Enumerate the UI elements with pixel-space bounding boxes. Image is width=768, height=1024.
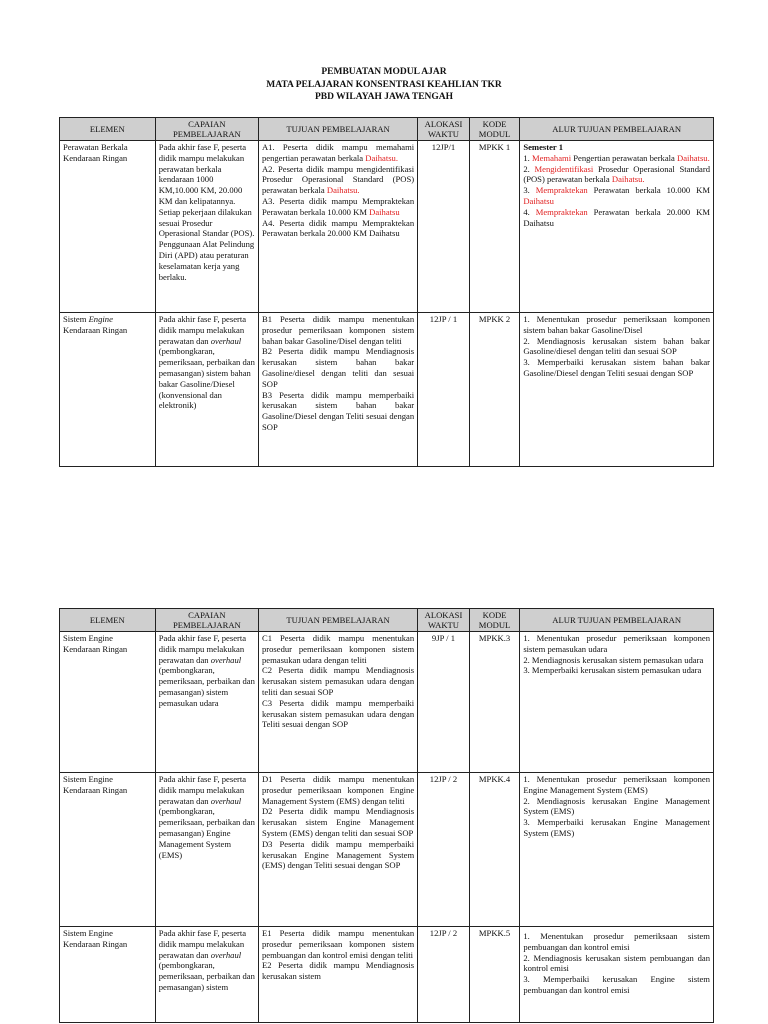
title-line-1: PEMBUATAN MODUL AJAR (321, 67, 447, 77)
cell-elemen: Perawatan Berkala Kendaraan Ringan (60, 141, 156, 313)
cell-alur (520, 773, 714, 927)
at-3: 3. Memperbaiki kerusakan sistem pemasukan udara (523, 665, 702, 676)
title-line-2: MATA PELAJARAN KONSENTRASI KEAHLIAN TKR (266, 79, 502, 90)
cell-tujuan (258, 773, 417, 927)
header-tujuan: TUJUAN PEMBELAJARAN (258, 609, 417, 632)
at-2: 2. Mengidentifikasi Prosedur Operasional Standard (POS) perawatan berkala Daihatsu. (523, 163, 710, 185)
cell-elemen: Sistem Engine Kendaraan Ringan (60, 632, 156, 773)
header-alur: ALUR TUJUAN PEMBELAJARAN (520, 118, 714, 141)
at-2: 2. Mendiagnosis kerusakan sistem pembuangan dan kontrol emisi (523, 952, 710, 974)
tp-b2: B2 Peserta didik mampu Mendiagnosis kerusakan sistem bahan bakar Gasoline/diesel dengan teliti dan sesuai SOP (261, 346, 415, 389)
at-2: 2. Mendiagnosis kerusakan Engine Management System (EMS) (523, 795, 710, 817)
cell-capaian: Pada akhir fase F, peserta didik mampu melakukan perawatan dan overhaul (pembongkaran, pemeriksaan, perbaikan dan pemasangan) sistem bahan bakar Gasoline/Diesel (konvensional dan elektronik) (155, 313, 258, 467)
title-line-3: PBD WILAYAH JAWA TENGAH (314, 92, 454, 102)
header-kode: KODE MODUL (469, 609, 520, 632)
header-capaian: CAPAIAN PEMBELAJARAN (155, 118, 258, 141)
cell-kode: MPKK.5 (469, 927, 520, 1023)
table-row (60, 773, 714, 927)
header-kode: KODE MODUL (469, 118, 520, 141)
cell-tujuan (258, 632, 417, 773)
tp-e1: E1 Peserta didik mampu menentukan prosedur pemeriksaan komponen sistem pembuangan dan kontrol emisi dengan teliti (261, 928, 415, 960)
cell-alokasi: 9JP / 1 (418, 632, 470, 773)
cell-tujuan (258, 141, 417, 313)
cell-capaian: Pada akhir fase F, peserta didik mampu melakukan perawatan dan overhaul (pembongkaran, pemeriksaan, perbaikan dan pemasangan) sistem pemasukan udara (155, 632, 258, 773)
at-1: 1. Menentukan prosedur pemeriksaan komponen sistem pemasukan udara (523, 633, 710, 654)
tp-b1: B1 Peserta didik mampu menentukan prosedur pemeriksaan komponen sistem bahan bakar Gasoline/Disel dengan teliti (261, 314, 415, 346)
at-1: 1. Menentukan prosedur pemeriksaan komponen sistem bahan bakar Gasoline/Disel (523, 314, 710, 335)
at-2: 2. Mendiagnosis kerusakan sistem bahan bakar Gasoline/diesel dengan teliti dan sesuai SOP (523, 335, 710, 357)
document-title (0, 66, 768, 104)
tp-e2: E2 Peserta didik mampu Mendiagnosis kerusakan sistem (261, 960, 415, 982)
header-elemen: ELEMEN (60, 609, 156, 632)
at-3: 3. Memperbaiki kerusakan Engine Management System (EMS) (523, 817, 710, 838)
cell-tujuan (258, 313, 417, 467)
at-3: 3. Memperbaiki kerusakan sistem bahan bakar Gasoline/Diesel dengan Teliti sesuai dengan SOP (523, 357, 710, 378)
cell-alokasi: 12JP / 1 (418, 313, 470, 467)
header-alur: ALUR TUJUAN PEMBELAJARAN (520, 609, 714, 632)
cell-alur (520, 632, 714, 773)
header-capaian: CAPAIAN PEMBELAJARAN (155, 609, 258, 632)
cell-capaian: Pada akhir fase F, peserta didik mampu melakukan perawatan berkala kendaraan 1000 KM,10.000 KM, 20.000 KM dan kelipatannya. Setiap pekerjaan dilakukan sesuai Prosedur Operasional Standar (POS). Penggunaan Alat Pelindung Diri (APD) atau peraturan keselamatan kerja yang berlaku. (155, 141, 258, 313)
header-elemen: ELEMEN (60, 118, 156, 141)
tp-d3: D3 Peserta didik mampu memperbaiki kerusakan Engine Management System (EMS) dengan Teliti sesuai dengan SOP (261, 838, 415, 871)
cell-alur (520, 927, 714, 1023)
cell-kode: MPKK 1 (469, 141, 520, 313)
tp-d2: D2 Peserta didik mampu Mendiagnosis kerusakan sistem Engine Management System (EMS) dengan teliti dan sesuai SOP (261, 806, 415, 838)
table-header-row (60, 118, 714, 141)
cell-alokasi: 12JP / 2 (418, 773, 470, 927)
table-row (60, 632, 714, 773)
cell-alur (520, 141, 714, 313)
table-row (60, 141, 714, 313)
tp-a4: A4. Peserta didik mampu Mempraktekan Perawatan berkala 20.000 KM Daihatsu (261, 217, 415, 239)
tp-d1: D1 Peserta didik mampu menentukan prosedur pemeriksaan komponen Engine Management System (EMS) dengan teliti (261, 774, 415, 806)
cell-kode: MPKK 2 (469, 313, 520, 467)
at-3: 3. Mempraktekan Perawatan berkala 10.000 KM Daihatsu (523, 185, 710, 206)
cell-kode: MPKK.3 (469, 632, 520, 773)
tp-a2: A2. Peserta didik mampu mengidentifikasi Prosedur Operasional Standard (POS) perawatan berkala Daihatsu. (261, 163, 415, 196)
tp-c1: C1 Peserta didik mampu menentukan prosedur pemeriksaan komponen sistem pemasukan udara dengan teliti (261, 633, 415, 665)
table-row (60, 927, 714, 1023)
at-1: 1. Menentukan prosedur pemeriksaan sistem pembuangan dan kontrol emisi (523, 931, 710, 952)
at-3: 3. Memperbaiki kerusakan Engine sistem pembuangan dan kontrol emisi (523, 974, 710, 995)
cell-capaian: Pada akhir fase F, peserta didik mampu melakukan perawatan dan overhaul (pembongkaran, pemeriksaan, perbaikan dan pemasangan) Engine Management System (EMS) (155, 773, 258, 927)
tp-c2: C2 Peserta didik mampu Mendiagnosis kerusakan sistem pemasukan udara dengan teliti dan sesuai SOP (261, 665, 415, 697)
cell-capaian: Pada akhir fase F, peserta didik mampu melakukan perawatan dan overhaul (pembongkaran, pemeriksaan, perbaikan dan pemasangan) sistem (155, 927, 258, 1023)
header-alokasi: ALOKASI WAKTU (418, 609, 470, 632)
cell-elemen: Sistem Engine Kendaraan Ringan (60, 313, 156, 467)
tp-a1: A1. Peserta didik mampu memahami pengertian perawatan berkala Daihatsu. (261, 142, 415, 163)
header-tujuan: TUJUAN PEMBELAJARAN (258, 118, 417, 141)
cell-elemen: Sistem Engine Kendaraan Ringan (60, 773, 156, 927)
table-header-row (60, 609, 714, 632)
cell-elemen: Sistem Engine Kendaraan Ringan (60, 927, 156, 1023)
cell-alokasi: 12JP / 2 (418, 927, 470, 1023)
semester-label: Semester 1 (523, 142, 564, 152)
cell-alokasi: 12JP/1 (418, 141, 470, 313)
cell-tujuan (258, 927, 417, 1023)
header-alokasi: ALOKASI WAKTU (418, 118, 470, 141)
tp-b3: B3 Peserta didik mampu memperbaiki kerusakan sistem bahan bakar Gasoline/Diesel dengan Teliti sesuai dengan SOP (261, 389, 415, 432)
tp-c3: C3 Peserta didik mampu memperbaiki kerusakan sistem pemasukan udara dengan Teliti sesuai dengan SOP (261, 697, 415, 730)
at-4: 4. Mempraktekan Perawatan berkala 20.000 KM Daihatsu (523, 206, 710, 228)
module-table-2 (59, 608, 714, 1023)
table-row (60, 313, 714, 467)
at-2: 2. Mendiagnosis kerusakan sistem pemasukan udara (523, 654, 704, 665)
cell-alur (520, 313, 714, 467)
tp-a3: A3. Peserta didik mampu Mempraktekan Perawatan berkala 10.000 KM Daihatsu (261, 195, 415, 217)
at-1: 1. Menentukan prosedur pemeriksaan komponen Engine Management System (EMS) (523, 774, 710, 795)
module-table-1 (59, 117, 714, 467)
cell-kode: MPKK.4 (469, 773, 520, 927)
at-1: 1. Memahami Pengertian perawatan berkala Daihatsu. (523, 152, 710, 163)
